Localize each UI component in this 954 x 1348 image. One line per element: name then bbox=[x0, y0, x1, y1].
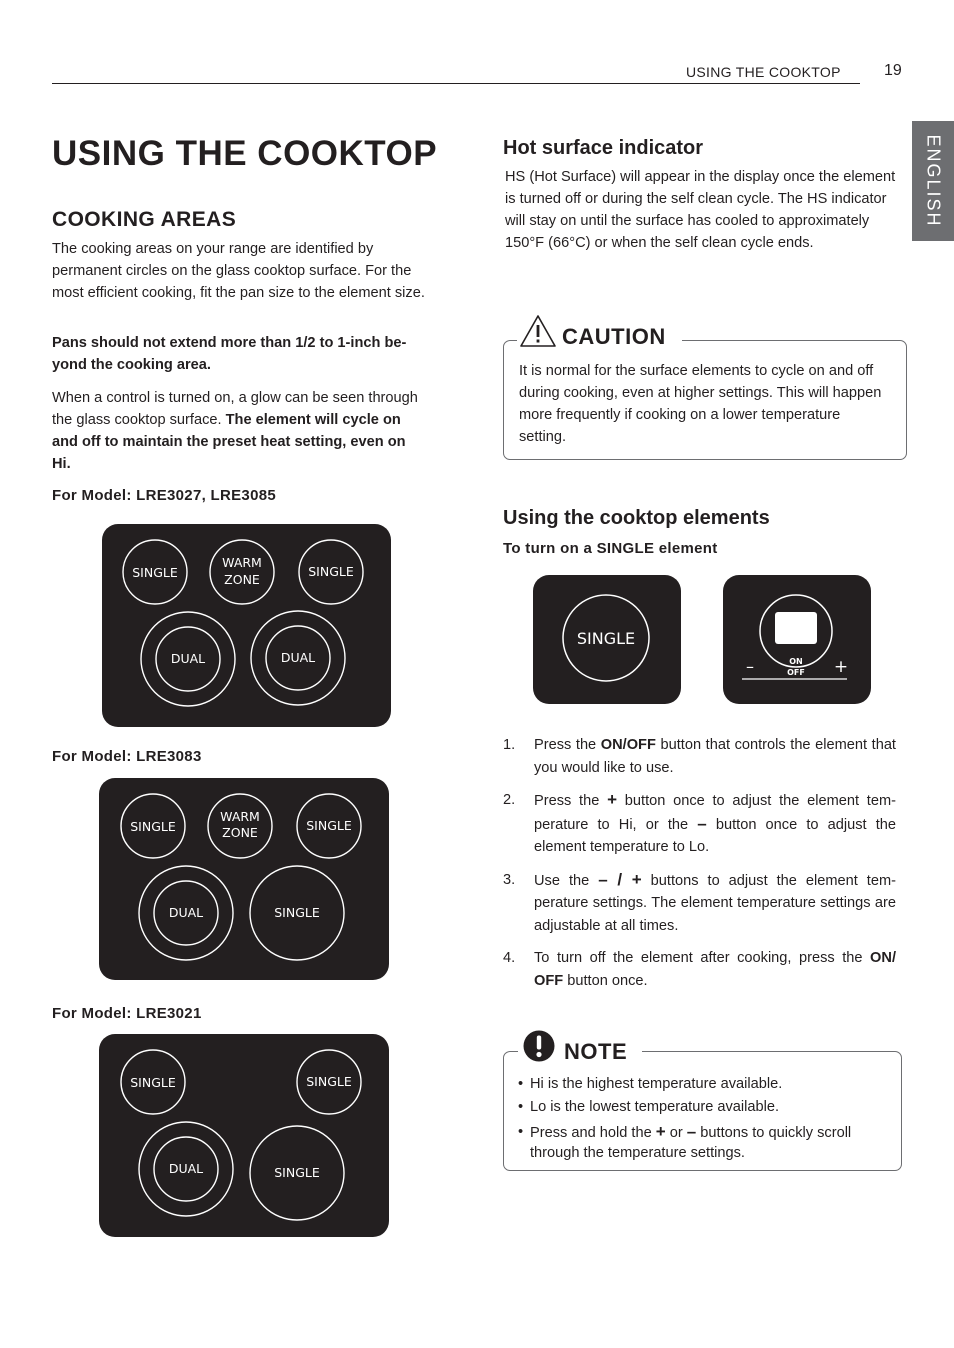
cooktop-diagram-lre3021 bbox=[99, 1034, 389, 1237]
hot-surface-heading: Hot surface indicator bbox=[503, 137, 704, 159]
control-illustration bbox=[723, 575, 871, 704]
single-element-illustration bbox=[533, 575, 681, 704]
step-1-text-a: Press the bbox=[534, 737, 601, 753]
bullet-icon: • bbox=[518, 1124, 524, 1140]
paragraph-2-line-2: yond the cooking area. bbox=[52, 357, 211, 373]
paragraph-3-line-4: Hi. bbox=[52, 456, 71, 472]
label-bottom-left: DUAL bbox=[168, 905, 204, 920]
page-title: USING THE COOKTOP bbox=[52, 134, 438, 173]
paragraph-3-line-3: and off to maintain the preset heat setting, even on bbox=[52, 434, 406, 450]
note-item-3 bbox=[518, 1122, 890, 1163]
step-3-number: 3. bbox=[503, 871, 516, 888]
note-item-2-text: Lo is the lowest temperature available. bbox=[530, 1099, 780, 1115]
elements-heading: Using the cooktop elements bbox=[503, 507, 770, 529]
note-item-3-text-c: buttons to quickly scroll through the temperature settings. bbox=[530, 1125, 852, 1161]
label-bottom-left: DUAL bbox=[168, 1161, 204, 1176]
caution-title: CAUTION bbox=[562, 324, 666, 349]
elements-subheading: To turn on a SINGLE element bbox=[503, 540, 718, 557]
bullet-icon: • bbox=[518, 1099, 524, 1115]
label-bottom-right: SINGLE bbox=[274, 1165, 320, 1180]
control-on-label: ON bbox=[789, 657, 803, 666]
label-top-right: SINGLE bbox=[308, 564, 354, 579]
plus-icon: + bbox=[655, 1122, 666, 1141]
step-4-text-c: button once. bbox=[563, 972, 648, 989]
label-bottom-right: DUAL bbox=[280, 650, 316, 665]
hot-surface-text: HS (Hot Surface) will appear in the display once the element is turned off or during the self clean cycle. The HS indicator will stay on until the surface has cooled to approximately 150°F (66°C) or when the self clean cycle ends. bbox=[505, 169, 896, 251]
step-2-number: 2. bbox=[503, 792, 516, 808]
label-warm: WARM bbox=[220, 809, 260, 824]
step-4-bold: ON/ OFF bbox=[534, 950, 896, 989]
single-element-label: SINGLE bbox=[576, 629, 636, 648]
label-bottom-left: DUAL bbox=[170, 651, 206, 666]
step-4 bbox=[503, 947, 896, 992]
step-1 bbox=[503, 734, 896, 779]
label-zone: ZONE bbox=[224, 572, 260, 587]
cooking-areas-paragraph-2 bbox=[52, 332, 447, 376]
plus-icon: + bbox=[607, 790, 618, 809]
minus-icon: – bbox=[697, 813, 707, 833]
label-top-left: SINGLE bbox=[132, 565, 178, 580]
step-2-text-c: button once to adjust the element temperature to Lo. bbox=[534, 816, 896, 855]
header-rule bbox=[52, 83, 860, 84]
step-2 bbox=[503, 789, 896, 859]
step-4-number: 4. bbox=[503, 950, 516, 966]
language-tab-label: ENGLISH bbox=[923, 134, 944, 228]
label-top-right: SINGLE bbox=[306, 1074, 352, 1089]
paragraph-3-line-2 bbox=[52, 409, 450, 431]
label-warm: WARM bbox=[222, 555, 262, 570]
cooking-areas-heading: COOKING AREAS bbox=[52, 208, 237, 231]
note-item-1 bbox=[518, 1074, 890, 1094]
paragraph-3-plain: the glass cooktop surface. bbox=[52, 412, 226, 428]
warning-triangle-icon bbox=[519, 314, 557, 348]
caution-text: It is normal for the surface elements to cycle on and off during cooking, even at higher settings. This will happen more frequently if cooking on a lower temperature setting. bbox=[519, 363, 882, 445]
caution-box bbox=[503, 340, 907, 460]
page-number: 19 bbox=[884, 62, 902, 79]
paragraph-2-line-1: Pans should not extend more than 1/2 to 1-inch be- bbox=[52, 335, 407, 351]
exclamation-icon bbox=[523, 1030, 555, 1062]
caution-header bbox=[517, 313, 682, 353]
model-3-label: For Model: LRE3021 bbox=[52, 1005, 202, 1022]
note-title: NOTE bbox=[564, 1039, 628, 1064]
language-tab bbox=[912, 121, 954, 241]
step-3 bbox=[503, 869, 896, 938]
control-off-label: OFF bbox=[787, 668, 805, 677]
cooking-areas-paragraph-1: The cooking areas on your range are identified by permanent circles on the glass cooktop surface. For the most efficient cooking, fit the pan size to the element size. bbox=[52, 241, 425, 301]
step-1-number: 1. bbox=[503, 737, 516, 753]
label-zone: ZONE bbox=[222, 825, 258, 840]
label-top-left: SINGLE bbox=[130, 1075, 176, 1090]
paragraph-3-line-1: When a control is turned on, a glow can be seen through bbox=[52, 390, 418, 406]
note-box bbox=[503, 1051, 902, 1171]
model-1-label: For Model: LRE3027, LRE3085 bbox=[52, 487, 276, 504]
step-2-text-a: Press the bbox=[534, 793, 608, 809]
model-2-label: For Model: LRE3083 bbox=[52, 748, 202, 765]
step-1-text-c: button that controls the element that you would like to use. bbox=[534, 737, 896, 776]
step-2-text-b: button once to adjust the element tem-perature to Hi, or the bbox=[534, 793, 896, 833]
control-display-icon bbox=[775, 612, 817, 644]
step-3-text-a: Use the bbox=[534, 872, 599, 889]
steps-list bbox=[503, 734, 896, 1002]
running-header-section: USING THE COOKTOP bbox=[686, 64, 841, 80]
minus-plus-icon: – / + bbox=[598, 869, 642, 889]
note-item-1-text: Hi is the highest temperature available. bbox=[530, 1076, 783, 1092]
step-1-bold: ON/OFF bbox=[600, 737, 656, 753]
cooktop-diagram-lre3027 bbox=[102, 524, 391, 727]
minus-icon: – bbox=[686, 1122, 697, 1141]
label-top-left: SINGLE bbox=[130, 819, 176, 834]
note-item-2 bbox=[518, 1097, 890, 1117]
cooking-areas-paragraph-3 bbox=[52, 387, 450, 475]
step-3-text-b: buttons to adjust the element tem-perature settings. The element temperature settings are adjustable at all times. bbox=[534, 872, 896, 934]
note-item-3-text-b: or bbox=[665, 1125, 687, 1141]
bullet-icon: • bbox=[518, 1076, 524, 1092]
note-header bbox=[518, 1029, 642, 1069]
control-plus-icon: + bbox=[833, 657, 849, 677]
paragraph-3-bold: The element will cycle on bbox=[225, 412, 401, 428]
label-bottom-right: SINGLE bbox=[274, 905, 320, 920]
note-list bbox=[518, 1074, 890, 1166]
control-minus-icon: – bbox=[746, 657, 754, 676]
step-4-text-a: To turn off the element after cooking, press the bbox=[534, 950, 871, 966]
note-item-3-text-a: Press and hold the bbox=[530, 1125, 656, 1141]
label-top-right: SINGLE bbox=[306, 818, 352, 833]
cooktop-diagram-lre3083 bbox=[99, 778, 389, 980]
